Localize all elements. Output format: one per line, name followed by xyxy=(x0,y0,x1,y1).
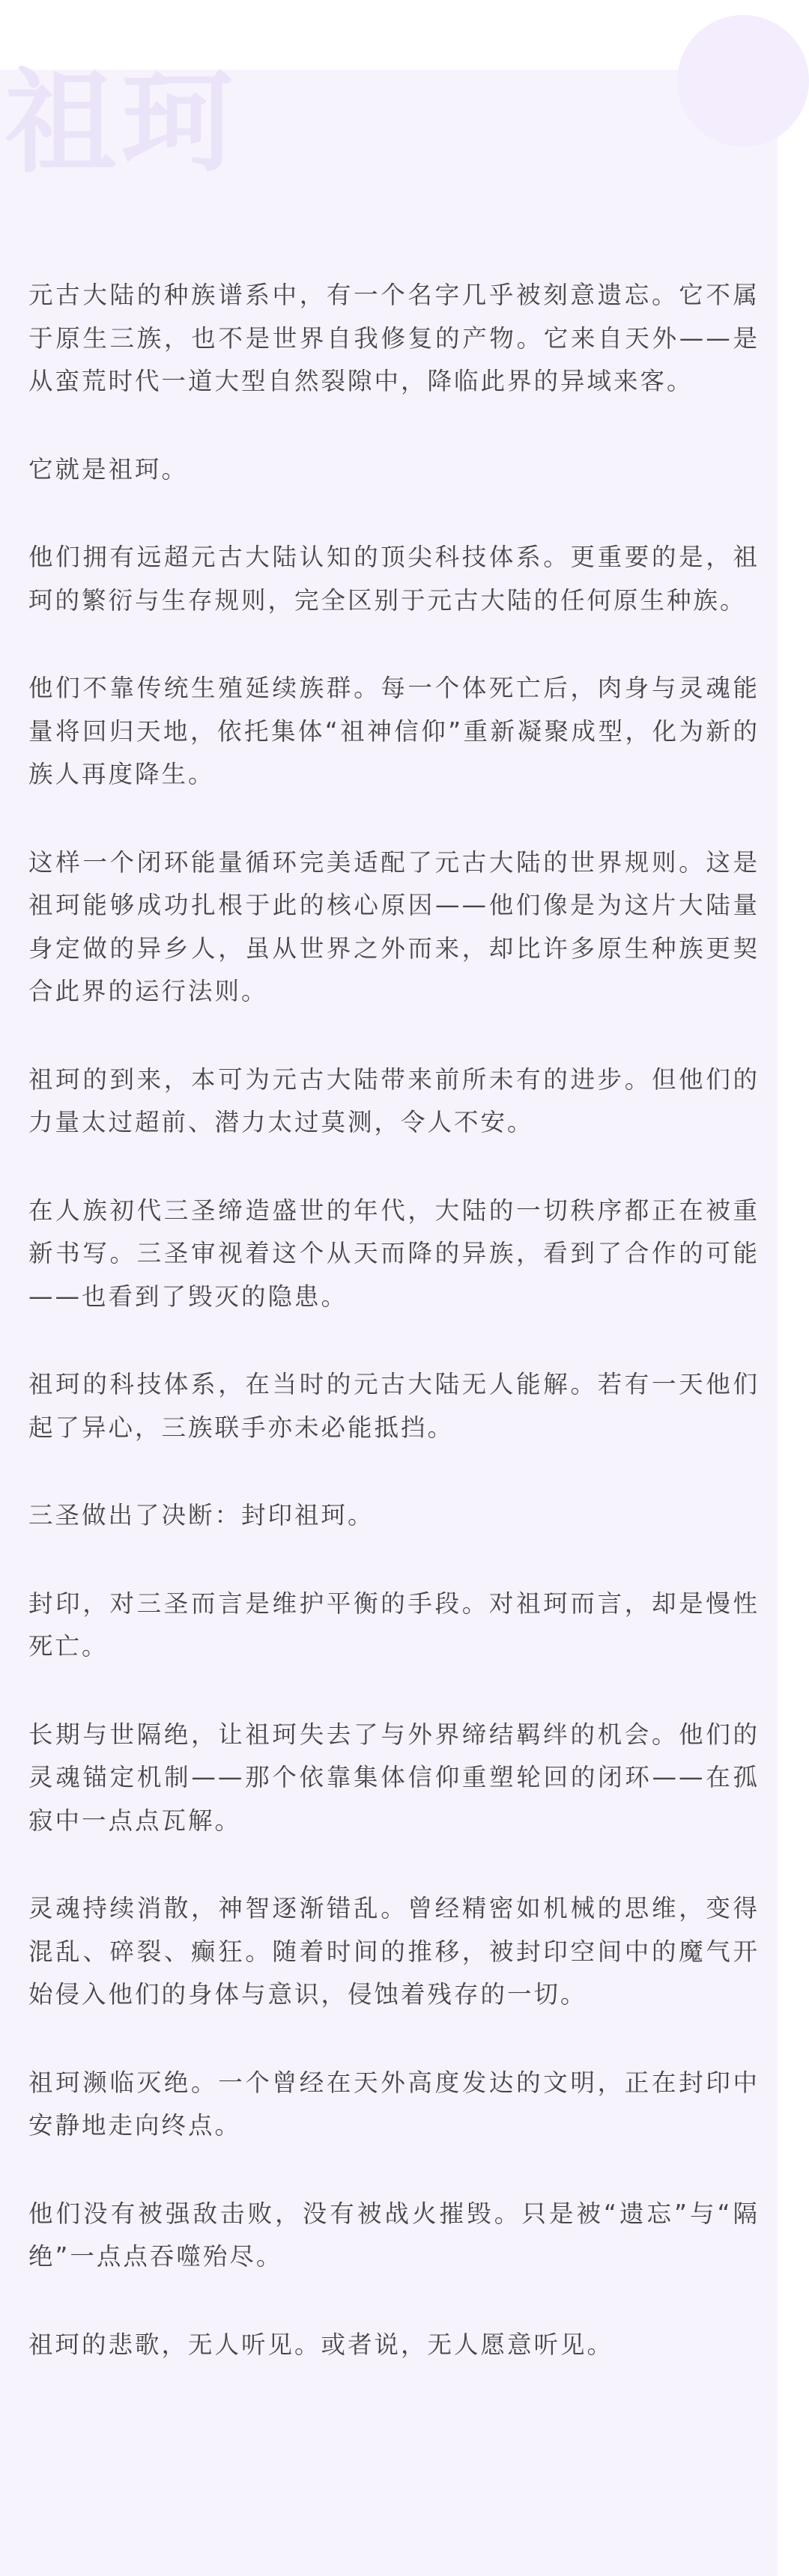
decorative-circle xyxy=(677,15,809,147)
paragraph-14: 他们没有被强敌击败，没有被战火摧毁。只是被“遗忘”与“隔绝”一点点吞噬殆尽。 xyxy=(28,2199,760,2271)
paragraph-13: 祖珂濒临灭绝。一个曾经在天外高度发达的文明，正在封印中安静地走向终点。 xyxy=(28,2068,760,2140)
paragraph-10: 封印，对三圣而言是维护平衡的手段。对祖珂而言，却是慢性死亡。 xyxy=(28,1589,760,1660)
paragraph-5: 这样一个闭环能量循环完美适配了元古大陆的世界规则。这是祖珂能够成功扎根于此的核心原因——他们像是为这片大陆量身定做的异乡人，虽从世界之外而来，却比许多原生种族更契合此界的运行法则。 xyxy=(28,847,760,1005)
paragraph-4: 他们不靠传统生殖延续族群。每一个体死亡后，肉身与灵魂能量将回归天地，依托集体“祖神信仰”重新凝聚成型，化为新的族人再度降生。 xyxy=(28,674,760,788)
paragraph-3: 他们拥有远超元古大陆认知的顶尖科技体系。更重要的是，祖珂的繁衍与生存规则，完全区别于元古大陆的任何原生种族。 xyxy=(28,543,760,615)
paragraph-1: 元古大陆的种族谱系中，有一个名字几乎被刻意遗忘。它不属于原生三族，也不是世界自我修复的产物。它来自天外——是从蛮荒时代一道大型自然裂隙中，降临此界的异域来客。 xyxy=(28,281,760,395)
paragraph-6: 祖珂的到来，本可为元古大陆带来前所未有的进步。但他们的力量太过超前、潜力太过莫测，令人不安。 xyxy=(28,1065,760,1136)
paragraph-12: 灵魂持续消散，神智逐渐错乱。曾经精密如机械的思维，变得混乱、碎裂、癫狂。随着时间的推移，被封印空间中的魔气开始侵入他们的身体与意识，侵蚀着残存的一切。 xyxy=(28,1894,760,2009)
paragraph-2: 它就是祖珂。 xyxy=(28,454,189,484)
paragraph-8: 祖珂的科技体系，在当时的元古大陆无人能解。若有一天他们起了异心，三族联手亦未必能抵挡。 xyxy=(28,1370,760,1442)
paragraph-7: 在人族初代三圣缔造盛世的年代，大陆的一切秩序都正在被重新书写。三圣审视着这个从天而降的异族，看到了合作的可能——也看到了毁灭的隐患。 xyxy=(28,1196,760,1311)
paragraph-15: 祖珂的悲歌，无人听见。或者说，无人愿意听见。 xyxy=(28,2330,614,2359)
article-body xyxy=(28,274,760,2411)
paragraph-9: 三圣做出了决断：封印祖珂。 xyxy=(28,1501,375,1529)
paragraph-11: 长期与世隔绝，让祖珂失去了与外界缔结羁绊的机会。他们的灵魂锚定机制——那个依靠集体信仰重塑轮回的闭环——在孤寂中一点点瓦解。 xyxy=(28,1720,760,1835)
page-title: 祖珂 xyxy=(4,58,239,189)
